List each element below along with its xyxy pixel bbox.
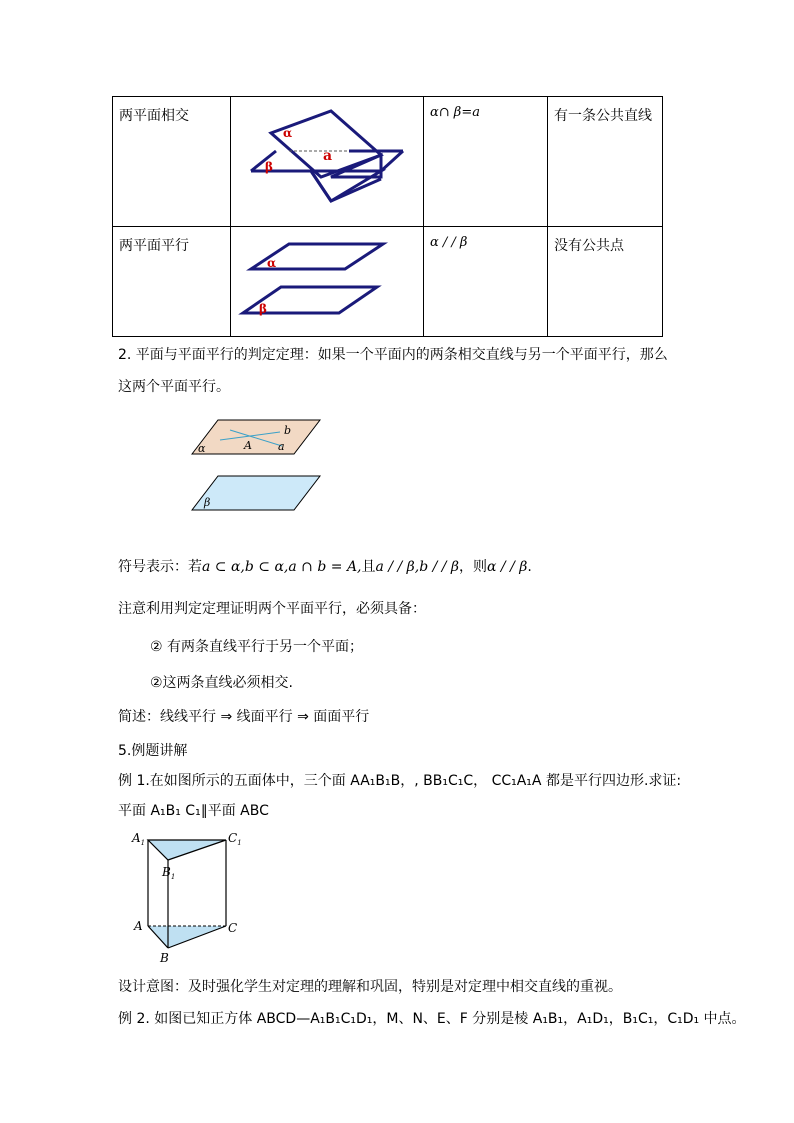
- table-cell-name: [113, 97, 231, 227]
- row-desc: 没有公共点: [554, 238, 624, 254]
- label-B1: $B_1$: [162, 865, 176, 881]
- table-cell-symbol: [424, 97, 548, 227]
- formula-2: a / / β,b / / β: [375, 559, 460, 575]
- design-intent: 设计意图：及时强化学生对定理的理解和巩固，特别是对定理中相交直线的重视。: [118, 979, 622, 995]
- condition-2: ②这两条直线必须相交.: [150, 675, 294, 691]
- label-b: b: [284, 424, 292, 437]
- table-cell-desc: [548, 97, 663, 227]
- row-desc: 有一条公共直线: [554, 108, 652, 124]
- symbol-comma: ，则: [459, 559, 488, 575]
- label-alpha: α: [198, 442, 206, 455]
- row-name: 两平面相交: [119, 108, 189, 124]
- intersecting-planes-figure: [231, 97, 423, 222]
- table-cell-figure: [231, 97, 424, 227]
- table-cell-desc: [548, 227, 663, 337]
- symbol-end: .: [527, 559, 532, 575]
- label-A: A: [244, 439, 252, 452]
- position-relation-table: [112, 96, 663, 337]
- example-1-line-2: 平面 A₁B₁ C₁∥平面 ABC: [118, 803, 269, 819]
- example-2: 例 2. 如图已知正方体 ABCD—A₁B₁C₁D₁，M、N、E、F 分别是棱 A₁B₁，A₁D₁，B₁C₁，C₁D₁ 中点。: [118, 1011, 746, 1027]
- prism-figure: [128, 826, 248, 966]
- label-C: C: [228, 921, 238, 935]
- label-A: A: [134, 919, 143, 933]
- formula-1: a ⊂ α,b ⊂ α,a ∩ b = A,: [202, 559, 362, 575]
- table-row: [113, 97, 663, 227]
- theorem-line-1: 2. 平面与平面平行的判定定理：如果一个平面内的两条相交直线与另一个平面平行，那么: [118, 347, 668, 363]
- theorem-line-2: 这两个平面平行。: [118, 379, 230, 395]
- symbol-line: [118, 556, 532, 576]
- row-name: 两平面平行: [119, 238, 189, 254]
- symbol-mid: 且: [361, 559, 376, 575]
- note-text: 注意利用判定定理证明两个平面平行，必须具备：: [118, 601, 426, 617]
- example-header: 5.例题讲解: [118, 743, 188, 759]
- table-cell-figure: [231, 227, 424, 337]
- label-C1: $C_1$: [228, 831, 242, 847]
- label-a: a: [323, 148, 333, 164]
- table-row: [113, 227, 663, 337]
- row-symbol: α∩ β=a: [430, 105, 480, 120]
- condition-1: ② 有两条直线平行于另一个平面；: [150, 639, 364, 655]
- parallel-planes-figure: [231, 227, 423, 332]
- symbol-prefix: 符号表示：若: [118, 559, 202, 575]
- label-beta: β: [204, 496, 211, 509]
- label-alpha: α: [283, 126, 293, 140]
- row-symbol: α / / β: [430, 235, 468, 250]
- label-beta: β: [259, 302, 267, 316]
- label-A1: $A_1$: [132, 831, 146, 847]
- label-B: B: [160, 951, 169, 965]
- label-a: a: [278, 440, 285, 453]
- parallel-theorem-figure: [190, 416, 324, 514]
- label-beta: β: [265, 160, 273, 174]
- table-cell-name: [113, 227, 231, 337]
- formula-3: α / / β: [487, 559, 528, 575]
- table-cell-symbol: [424, 227, 548, 337]
- summary-text: 简述：线线平行 ⇒ 线面平行 ⇒ 面面平行: [118, 709, 370, 725]
- example-1-line-1: 例 1.在如图所示的五面体中，三个面 AA₁B₁B，, BB₁C₁C， CC₁A₁A 都是平行四边形.求证:: [118, 773, 682, 789]
- label-alpha: α: [267, 256, 277, 270]
